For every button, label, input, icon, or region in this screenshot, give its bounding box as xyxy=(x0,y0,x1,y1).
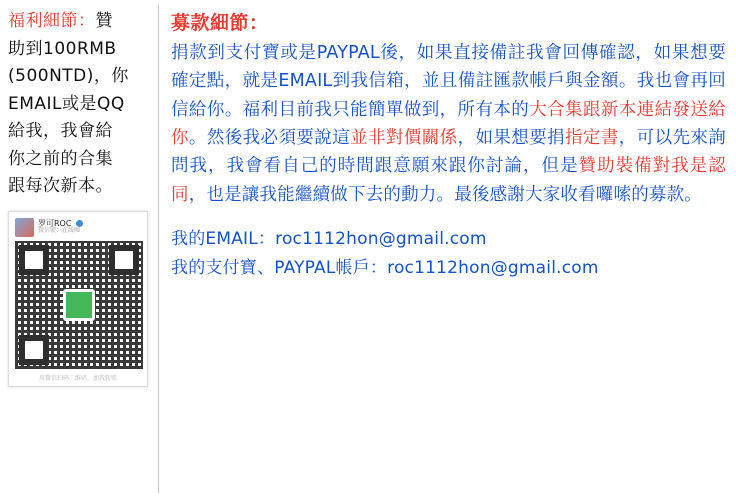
welfare-line-2: (500NTD)，你 xyxy=(8,66,129,87)
welfare-details-text xyxy=(8,8,152,201)
contact-block xyxy=(171,225,726,283)
fundraising-title: 募款細節： xyxy=(171,12,269,34)
contact-payment-line: 我的支付寶、PAYPAL帳戶：roc1112hon@gmail.com xyxy=(171,258,599,279)
paragraph-segment-0: 捐款到支付寶或是PAYPAL後，如果直接備註我會回傳確認，如果想要確定點，就是EMAIL到我信箱，並且備註匯款帳戶與金額。我也會再回信給你。福利目前我只能簡單做到，所有本的 xyxy=(171,43,726,120)
contact-email-line: 我的EMAIL：roc1112hon@gmail.com xyxy=(171,229,487,250)
paragraph-segment-7: 贊助裝備對我是認同 xyxy=(171,156,726,205)
qr-account-subtitle: 微信號：在线咖 xyxy=(38,227,81,235)
qr-card-header-texts xyxy=(38,219,83,235)
qr-card-header xyxy=(15,218,141,237)
right-column xyxy=(159,0,736,497)
qr-code-icon xyxy=(15,241,143,369)
qr-card-footer: 用微信扫码二维码，加我转账 xyxy=(38,374,117,382)
wechat-qr-card xyxy=(8,211,148,387)
qr-center-logo-icon xyxy=(63,289,95,321)
welfare-line-3: EMAIL或是QQ xyxy=(8,93,125,114)
paragraph-segment-5: 指定書 xyxy=(565,128,619,149)
welfare-line-0: 福利細節：贊 xyxy=(8,11,113,31)
welfare-title: 福利細節： xyxy=(8,11,96,31)
welfare-line-1: 助到100RMB xyxy=(8,38,117,59)
paragraph-segment-2: 。然後我必須要說這 xyxy=(188,128,351,149)
qr-account-name-text: 罗可ROC xyxy=(38,219,72,229)
fundraising-paragraph xyxy=(171,39,726,209)
paragraph-segment-6: ，可以先來詢問我，我會看自己的時間跟意願來跟你討論，但是 xyxy=(171,128,726,177)
qr-corner-bottom-left xyxy=(19,335,49,365)
paragraph-segment-1: 大合集跟新本連結發送給你 xyxy=(171,99,727,149)
paragraph-segment-3: 並非對價關係 xyxy=(350,128,458,149)
welfare-line-5: 你之前的合集 xyxy=(8,148,113,169)
paragraph-segment-4: ，如果想要捐 xyxy=(457,128,566,149)
welfare-line-4: 給我，我會給 xyxy=(8,121,113,142)
paragraph-segment-8: ，也是讓我能繼續做下去的動力。最後感謝大家收看囉嗦的募款。 xyxy=(188,184,703,205)
left-column xyxy=(0,0,158,497)
avatar xyxy=(15,218,34,237)
welfare-line-6: 跟每次新本。 xyxy=(8,176,113,197)
